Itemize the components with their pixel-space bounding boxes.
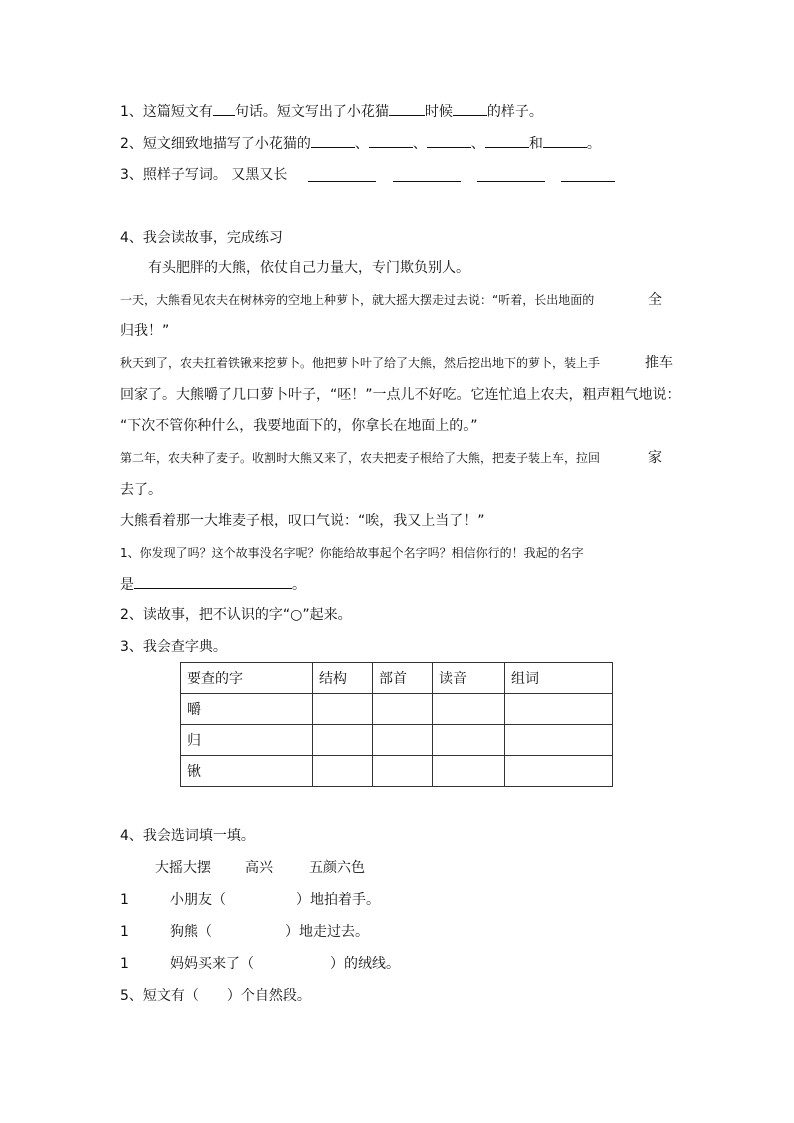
table-cell[interactable]: [505, 725, 613, 756]
q2-blank-5: [543, 133, 587, 148]
q1-text-b: 句话。短文写出了小花猫: [234, 104, 389, 120]
q2-blank-3: [427, 133, 471, 148]
story-line-5: 回家了。大熊嚼了几口萝卜叶子，“呸！”一点儿不好吃。它连忙追上农夫，粗声粗气地说：: [120, 387, 681, 403]
table-header: 要查的字: [181, 663, 313, 694]
dictionary-table: [180, 662, 613, 787]
q3-text: 3、照样子写词。 又黑又长: [120, 167, 288, 183]
story-line-1: 有头肥胖的大熊，依仗自己力量大，专门欺负别人。: [148, 260, 470, 276]
q3-blank-1: [308, 167, 376, 182]
q2-sep-2: 、: [412, 136, 427, 152]
table-cell[interactable]: [313, 725, 373, 756]
story-line-4-end: 推车: [645, 355, 673, 371]
fill-item-1-before: 小朋友（: [170, 892, 226, 908]
story-q1-blank: [134, 574, 292, 589]
fill-item-3-num: 1: [120, 956, 129, 972]
story-question-1-cont: [120, 574, 306, 595]
question-5: 5、短文有（ ）个自然段。: [120, 988, 311, 1004]
story-question-2: 2、读故事，把不认识的字“○”起来。: [120, 607, 352, 623]
table-cell: 归: [181, 725, 313, 756]
fill-item-2-num: 1: [120, 924, 129, 940]
question-1: [120, 101, 543, 122]
q2-sep-1: 、: [354, 136, 369, 152]
question-2: [120, 133, 601, 154]
table-header: 部首: [373, 663, 433, 694]
q1-blank-1: [213, 101, 235, 116]
q2-sep-4: 和: [528, 136, 543, 152]
q3-blanks: [308, 181, 618, 183]
word-choice-3: 五颜六色: [309, 860, 365, 876]
table-cell: 锹: [181, 756, 313, 787]
table-cell[interactable]: [505, 756, 613, 787]
table-cell: 嚼: [181, 694, 313, 725]
story-line-7: 第二年，农夫种了麦子。收割时大熊又来了，农夫把麦子根给了大熊，把麦子装上车，拉回: [120, 451, 601, 465]
question-3: [120, 165, 287, 185]
table-header: 组词: [505, 663, 613, 694]
story-line-2-end: 全: [648, 292, 662, 308]
story-line-2: 一天，大熊看见农夫在树林旁的空地上种萝卜，就大摇大摆走过去说：“听着，长出地面的: [120, 293, 595, 307]
table-cell[interactable]: [433, 725, 505, 756]
table-cell[interactable]: [433, 694, 505, 725]
q3-blank-3: [477, 167, 545, 182]
table-cell[interactable]: [433, 756, 505, 787]
word-choice-1: 大摇大摆: [155, 860, 211, 876]
story-line-3: 归我！”: [120, 323, 170, 339]
q2-text-end: 。: [586, 136, 601, 152]
q2-text-a: 2、短文细致地描写了小花猫的: [120, 136, 311, 152]
fill-item-2-after: ）地走过去。: [285, 924, 369, 940]
section-4b-heading: 4、我会选词填一填。: [120, 828, 255, 844]
story-line-8: 去了。: [120, 482, 162, 498]
table-row: [181, 756, 613, 787]
fill-item-2-before: 狗熊（: [170, 924, 212, 940]
story-question-3: 3、我会查字典。: [120, 639, 227, 655]
q2-sep-3: 、: [470, 136, 485, 152]
q1-blank-3: [453, 101, 487, 116]
fill-item-1-num: 1: [120, 892, 129, 908]
word-choice-2: 高兴: [245, 860, 273, 876]
q1-text-a: 1、这篇短文有: [120, 104, 213, 120]
fill-item-3-after: ）的绒线。: [330, 956, 400, 972]
story-line-9: 大熊看着那一大堆麦子根，叹口气说：“唉，我又上当了！”: [120, 513, 485, 529]
table-cell[interactable]: [505, 694, 613, 725]
table-cell[interactable]: [313, 756, 373, 787]
story-line-4: 秋天到了，农夫扛着铁锹来挖萝卜。他把萝卜叶了给了大熊，然后挖出地下的萝卜，装上手: [120, 356, 601, 370]
fill-item-1-after: ）地拍着手。: [296, 892, 380, 908]
story-line-7-end: 家: [648, 450, 662, 466]
q2-blank-2: [369, 133, 413, 148]
q2-blank-1: [311, 133, 355, 148]
table-header-row: [181, 663, 613, 694]
q2-blank-4: [485, 133, 529, 148]
table-header: 结构: [313, 663, 373, 694]
fill-item-3-before: 妈妈买来了（: [170, 956, 254, 972]
table-row: [181, 725, 613, 756]
table-cell[interactable]: [373, 725, 433, 756]
table-row: [181, 694, 613, 725]
table-cell[interactable]: [313, 694, 373, 725]
story-question-1: 1、你发现了吗？这个故事没名字呢？你能给故事起个名字吗？相信你行的！我起的名字: [120, 546, 584, 560]
table-cell[interactable]: [373, 756, 433, 787]
q3-blank-2: [393, 167, 461, 182]
story-q1-label: 是: [120, 577, 134, 593]
table-header: 读音: [433, 663, 505, 694]
q3-blank-4: [561, 167, 615, 182]
q1-text-d: 的样子。: [486, 104, 543, 120]
q1-text-c: 时候: [424, 104, 453, 120]
story-line-6: “下次不管你种什么，我要地面下的，你拿长在地面上的。”: [120, 418, 478, 434]
q1-blank-2: [389, 101, 425, 116]
section-4-heading: 4、我会读故事，完成练习: [120, 230, 283, 246]
table-cell[interactable]: [373, 694, 433, 725]
story-q1-end: 。: [292, 577, 306, 593]
